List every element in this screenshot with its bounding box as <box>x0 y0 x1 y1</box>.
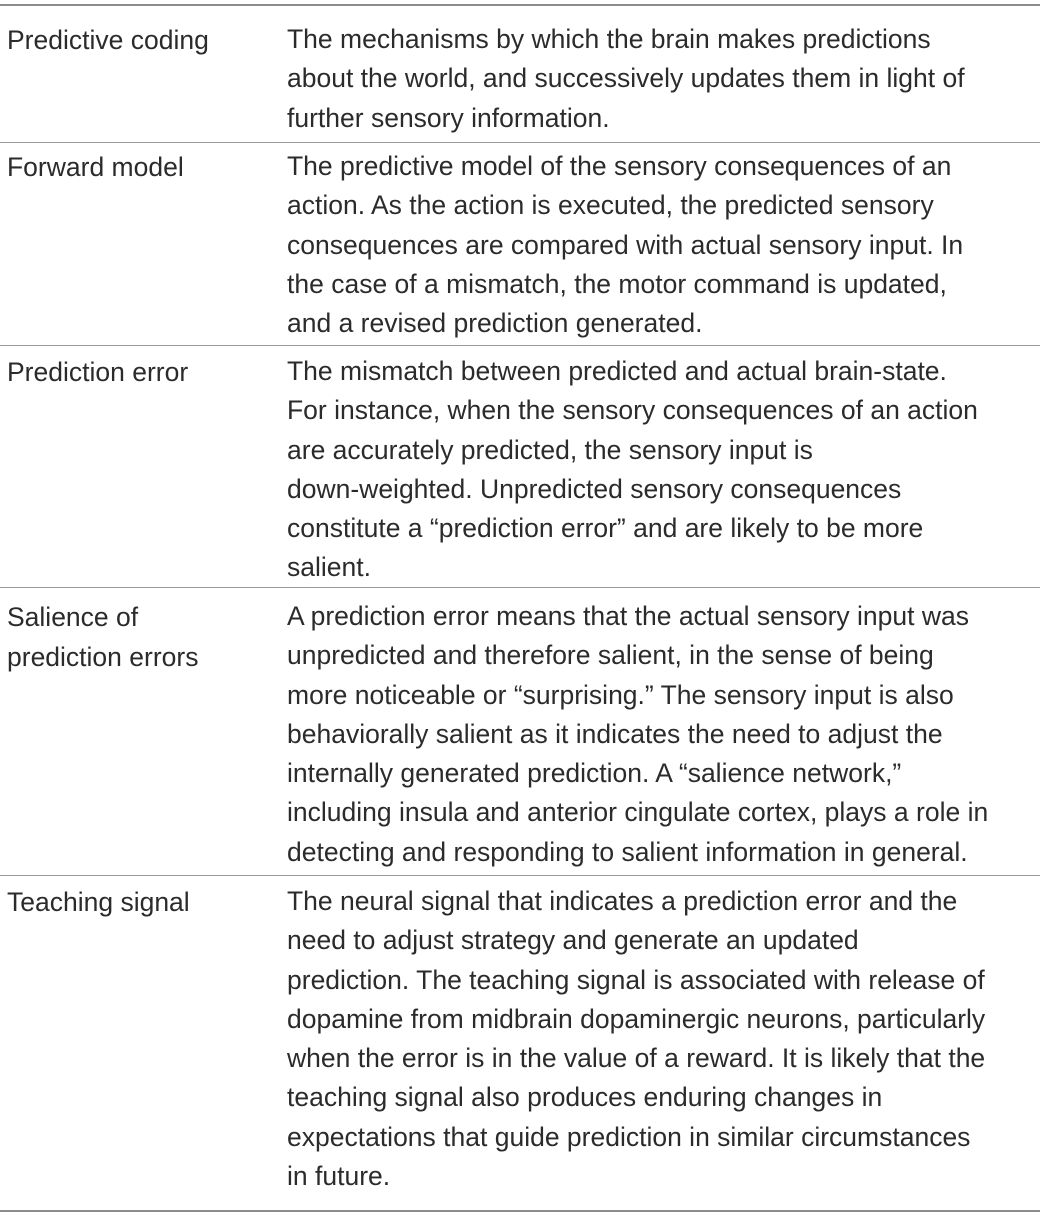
definition-line: in future. <box>287 1161 391 1192</box>
table-bottom-rule <box>0 1210 1040 1212</box>
term-cell <box>7 20 277 60</box>
term-line: Forward model <box>7 152 184 182</box>
term-cell <box>7 597 277 677</box>
definition-cell <box>287 147 1039 343</box>
definition-line: The predictive model of the sensory consequences of an <box>287 151 952 181</box>
definition-line: are accurately predicted, the sensory input is <box>287 434 813 465</box>
definition-line: behaviorally salient as it indicates the need to adjust the <box>287 718 943 749</box>
definition-line: need to adjust strategy and generate an updated <box>287 925 859 956</box>
definition-line: For instance, when the sensory consequences of an action <box>287 395 978 426</box>
term-line: Teaching signal <box>7 887 190 917</box>
glossary-row-forward-model <box>0 142 1040 346</box>
term-line: Salience of <box>7 602 139 632</box>
definition-line: constitute a “prediction error” and are likely to be more <box>287 513 924 544</box>
definition-line: further sensory information. <box>287 102 610 133</box>
definition-line: dopamine from midbrain dopaminergic neurons, particularly <box>287 1003 986 1034</box>
definition-line: when the error is in the value of a reward. It is likely that the <box>287 1043 986 1074</box>
definition-line: A prediction error means that the actual sensory input was <box>287 601 969 631</box>
glossary-row-salience-of-prediction-errors <box>0 587 1040 876</box>
definition-line: internally generated prediction. A “salience network,” <box>287 758 902 789</box>
definition-line: detecting and responding to salient information in general. <box>287 836 968 867</box>
glossary-row-prediction-error <box>0 345 1040 588</box>
definition-line: about the world, and successively updates them in light of <box>287 63 965 94</box>
term-cell <box>7 352 277 392</box>
glossary-row-predictive-coding <box>0 20 1040 142</box>
definition-line: The neural signal that indicates a prediction error and the <box>287 886 958 916</box>
term-line: Prediction error <box>7 357 189 387</box>
definition-line: teaching signal also produces enduring changes in <box>287 1082 883 1113</box>
definition-line: and a revised prediction generated. <box>287 308 703 339</box>
definition-cell <box>287 597 1039 872</box>
definition-line: including insula and anterior cingulate cortex, plays a role in <box>287 797 989 828</box>
term-cell <box>7 882 277 922</box>
glossary-row-teaching-signal <box>0 875 1040 1206</box>
definition-cell <box>287 20 1039 138</box>
term-line: Predictive coding <box>7 25 209 55</box>
definition-line: down-weighted. Unpredicted sensory consequences <box>287 473 902 504</box>
definition-cell <box>287 352 1039 588</box>
term-cell <box>7 147 277 187</box>
definition-line: more noticeable or “surprising.” The sensory input is also <box>287 679 954 710</box>
definition-line: salient. <box>287 552 371 583</box>
definition-line: The mechanisms by which the brain makes predictions <box>287 24 931 54</box>
definition-line: the case of a mismatch, the motor command is updated, <box>287 268 947 299</box>
definition-line: prediction. The teaching signal is associated with release of <box>287 964 985 995</box>
definition-line: action. As the action is executed, the predicted sensory <box>287 190 934 221</box>
definition-line: The mismatch between predicted and actual brain-state. <box>287 356 947 386</box>
table-top-rule <box>0 4 1040 6</box>
definition-line: consequences are compared with actual sensory input. In <box>287 229 964 260</box>
definition-line: unpredicted and therefore salient, in the sense of being <box>287 640 934 671</box>
term-line: prediction errors <box>7 642 199 672</box>
definition-cell <box>287 882 1039 1196</box>
definition-line: expectations that guide prediction in similar circumstances <box>287 1121 971 1152</box>
